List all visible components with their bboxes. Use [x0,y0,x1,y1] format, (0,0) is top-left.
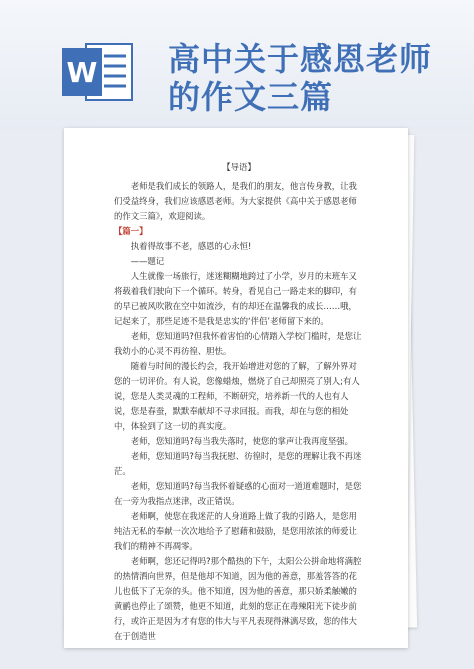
page-title-line2: 的作文三篇 [168,78,334,116]
document-page [64,128,408,648]
page-title-line1: 高中关于感恩老师 [168,40,433,78]
paragraph-2: 人生就像一场旅行，迷迷糊糊地跨过了小学，岁月的末班车又将载着我们驶向下一个循环。转身，看见自己一路走来的脚印，有的早已被风吹散在空中如流沙，有的却还在温馨我的成长……哦，记起来了，那些足迹不是我是忠实的‘伴侣’老师留下来的。 [114,271,357,326]
paragraph-8: 老师啊，使您在我迷茫的人身道路上做了我的引路人，是您用纯洁无私的奉献一次次地给予了慰藉和鼓励，是您用浓浓的师爱让我们的精神不再凋零。 [114,511,357,551]
intro-paragraph: 老师是我们成长的领路人，是我们的朋友，他言传身教，让我们受益终身，我们应该感恩老师。为大家提供《高中关于感恩老师的作文三篇》，欢迎阅读。 [114,181,357,221]
guide-heading: 【导语】 [222,162,256,172]
paragraph-7: 老师，您知道吗?每当我怀着疑惑的心面对一道道难题时，是您在一旁为我指点迷津，改正错误。 [114,481,362,506]
paragraph-6: 老师，您知道吗?每当我抚慰、彷徨时，是您的理解让我不再迷茫。 [114,451,362,476]
paragraph-3: 老师，您知道吗?但我怀着害怕的心情踏入学校门槛时，是您让我幼小的心灵不再彷徨、胆怯。 [114,331,362,356]
section-heading-1: 【篇一】 [114,226,148,236]
epigraph-attribution: ——题记 [130,256,165,266]
paragraph-4: 随着与时间的漫长约会，我开始增进对您的了解，了解外界对您的一切评价。有人说，您像蜡烛，燃烧了自己却照亮了别人;有人说，您是人类灵魂的工程师，不断研究，培养新一代的人也有人说，您是春蚕，默默奉献却不寻求回报。而我，却在与您的相处中，体验到了这一切的真实度。 [114,361,360,431]
document-body [114,160,364,644]
word-logo-letter: W [66,56,98,89]
paragraph-5: 老师，您知道吗?每当我失落时，使您的掌声让我再度坚强。 [130,436,353,446]
title-banner [0,0,474,130]
word-document-icon [60,40,136,104]
paragraph-1: 执着得故事不老，感恩的心永恒! [130,241,252,251]
paragraph-9: 老师啊，您还记得吗?那个酷热的下午，太阳公公拼命地将满腔的热情洒向世界，但是他却不知道，因为他的善意，那羞答答的花儿也低下了无奈的头。他不知道，因为他的善意，那只娇柔触嫩的黄鹂也停止了颂赞，他更不知道，此刻的您正在毒辣阳光下徒步前行，或许正是因为才有您的伟大与平凡表现得淋漓尽致，您的伟大在于创造世 [114,556,362,641]
